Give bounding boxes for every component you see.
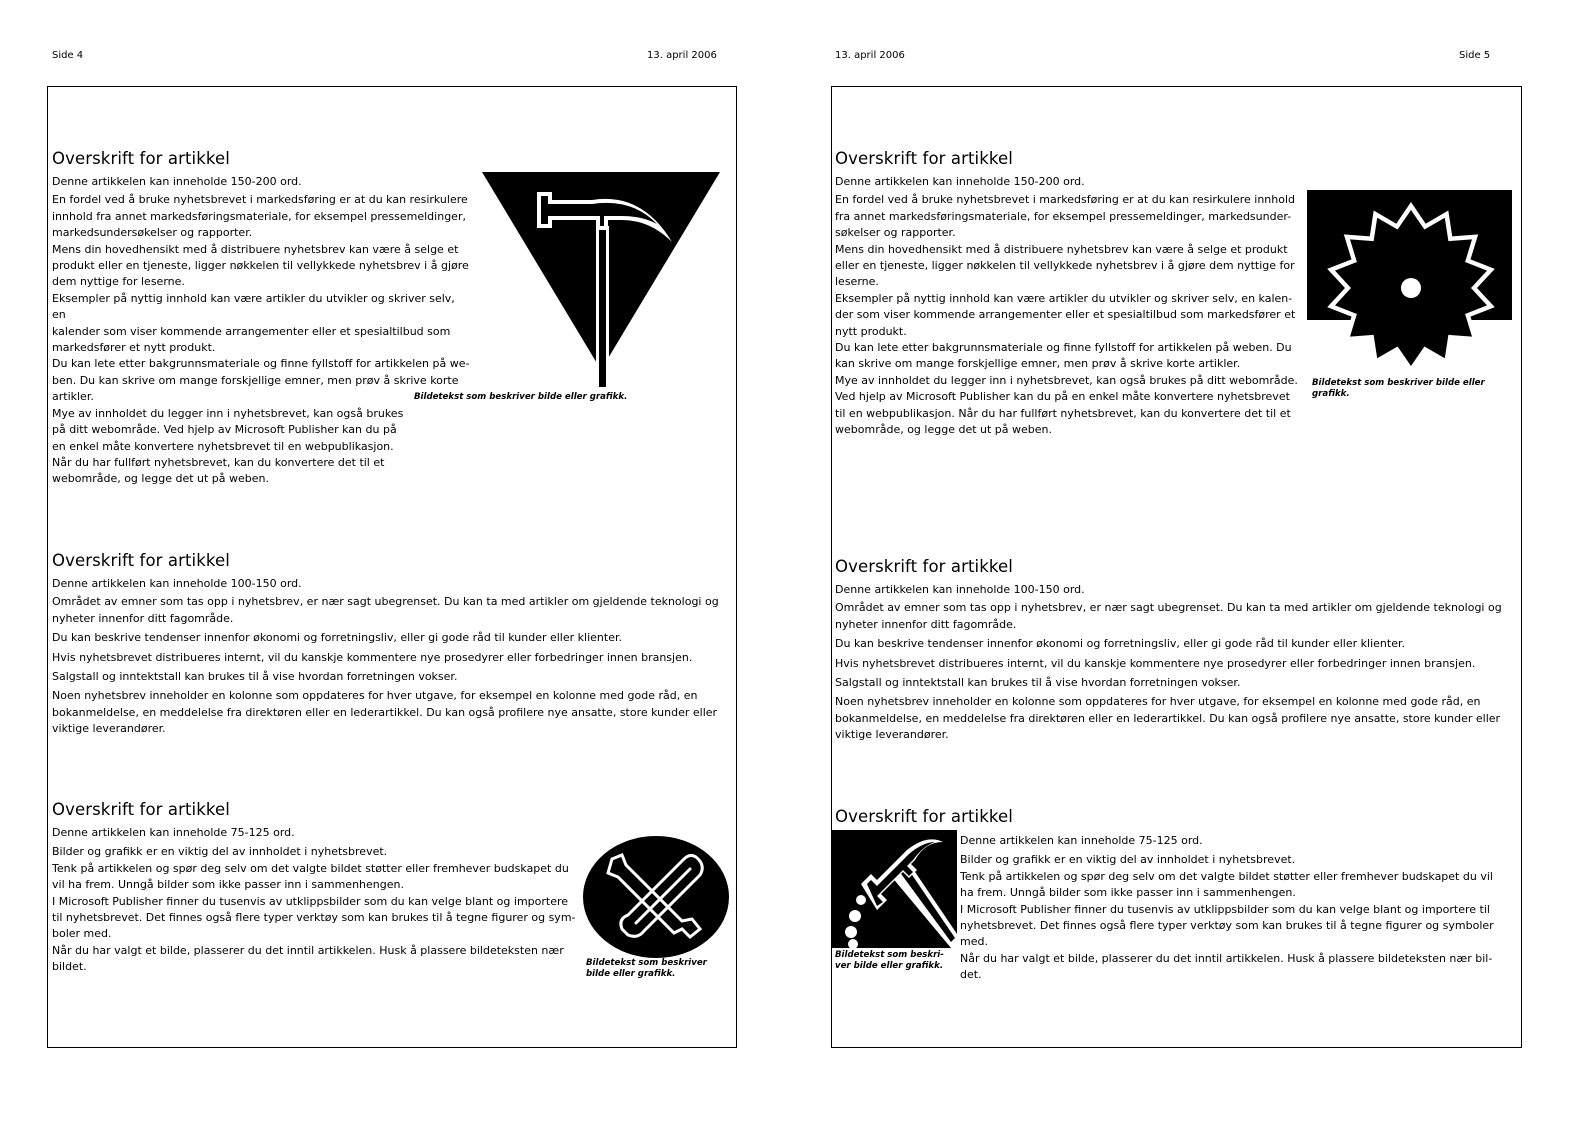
article-paragraph: Du kan beskrive tendenser innenfor økonomi og forretningsliv, eller gi gode råd til kunder eller klienter. <box>835 637 1405 651</box>
article-line: Når du har valgt et bilde, plasserer du det inntil artikkelen. Husk å plassere bildeteksten nær bil- <box>960 951 1493 965</box>
article-intro: Denne artikkelen kan inneholde 100-150 ord. <box>52 577 302 590</box>
margin-tick <box>47 504 48 526</box>
article-intro: Denne artikkelen kan inneholde 100-150 ord. <box>835 583 1085 596</box>
article-paragraph: Hvis nyhetsbrevet distribueres internt, vil du kanskje kommentere nye prosedyrer eller forbedringer innen bransjen. <box>835 656 1476 670</box>
article-line: Du kan lete etter bakgrunnsmateriale og finne fyllstoff for artikkelen på we- <box>52 357 470 371</box>
article-line: Mye av innholdet du legger inn i nyhetsbrevet, kan også brukes <box>52 406 404 420</box>
article-line: en enkel måte konvertere nyhetsbrevet til en webpublikasjon. <box>52 439 394 453</box>
margin-tick <box>47 1040 48 1048</box>
article-line: nytt produkt. <box>835 324 907 338</box>
article-line: artikler. <box>52 390 94 404</box>
article-line: Eksempler på nyttig innhold kan være artikler du utvikler og skriver selv, en <box>52 291 455 322</box>
article-line: Bilder og grafikk er en viktig del av innholdet i nyhetsbrevet. <box>52 845 388 859</box>
article-body <box>960 852 1515 983</box>
left-page-number: Side 4 <box>52 50 84 61</box>
article-intro: Denne artikkelen kan inneholde 150-200 ord. <box>835 175 1085 188</box>
article-line: leserne. <box>835 275 879 289</box>
article-heading: Overskrift for artikkel <box>835 557 1013 576</box>
article-intro: Denne artikkelen kan inneholde 75-125 ord. <box>960 834 1203 847</box>
right-article-3-heading-block <box>835 807 1515 832</box>
left-page-date: 13. april 2006 <box>647 50 717 61</box>
article-line: til nyhetsbrevet. Det finnes også flere typer verktøy som kan brukes til å tegne figurer og sym- <box>52 911 576 925</box>
article-line: nyhetsbrevet. Det finnes også flere typer verktøy som kan brukes til å tegne figurer og symboler <box>960 919 1494 933</box>
article-line: En fordel ved å bruke nyhetsbrevet i markedsføring er at du kan resirkulere innhold <box>835 193 1296 207</box>
article-line: Tenk på artikkelen og spør deg selv om det valgte bildet støtter eller fremhever budskapet du <box>52 861 569 875</box>
article-heading: Overskrift for artikkel <box>52 551 230 570</box>
article-body <box>52 192 472 487</box>
article-line: Bilder og grafikk er en viktig del av innholdet i nyhetsbrevet. <box>960 853 1296 867</box>
article-line: med. <box>960 935 988 949</box>
article-body <box>52 844 582 975</box>
article-body <box>835 600 1515 743</box>
article-paragraph: Noen nyhetsbrev inneholder en kolonne som oppdateres for hver utgave, for eksempel en kolonne med gode råd, en bokanmeldelse, en meddelelse fra direktøren eller en lederartikkel. Du kan også profilere nye ansatte, store kunder eller viktige leverandører. <box>52 689 718 736</box>
article-line: innhold fra annet markedsføringsmateriale, for eksempel pressemeldinger, <box>52 209 466 223</box>
article-line: fra annet markedsføringsmateriale, for eksempel pressemeldinger, markedsunder- <box>835 209 1292 223</box>
article-line: kan skrive om mange forskjellige emner, men prøv å skrive korte artikler. <box>835 357 1241 371</box>
article-heading: Overskrift for artikkel <box>52 800 230 819</box>
article-line: Når du har valgt et bilde, plasserer du det inntil artikkelen. Husk å plassere bildeteksten nær <box>52 943 564 957</box>
right-article-1 <box>835 149 1305 439</box>
article-heading: Overskrift for artikkel <box>835 807 1013 826</box>
right-article-3 <box>960 833 1515 984</box>
article-line: I Microsoft Publisher finner du tusenvis av utklippsbilder som du kan velge blant og importere <box>52 894 569 908</box>
article-paragraph: Hvis nyhetsbrevet distribueres internt, vil du kanskje kommentere nye prosedyrer eller forbedringer innen bransjen. <box>52 650 693 664</box>
article-paragraph: Området av emner som tas opp i nyhetsbrev, er nær sagt ubegrenset. Du kan ta med artikler om gjeldende teknologi og nyheter innenfor ditt fagområde. <box>835 601 1502 631</box>
article-line: boler med. <box>52 927 112 941</box>
article-line: Mye av innholdet du legger inn i nyhetsbrevet, kan også brukes på ditt webområde. <box>835 373 1298 387</box>
right-page-number: Side 5 <box>1459 50 1491 61</box>
left-article-3 <box>52 800 582 976</box>
article-line: der som viser kommende arrangementer eller et spesialtilbud som markedsfører et <box>835 308 1296 322</box>
article-line: bildet. <box>52 960 87 974</box>
article-line: Ved hjelp av Microsoft Publisher kan du på en enkel måte konvertere nyhetsbrevet <box>835 390 1290 404</box>
article-line: markedsundersøkelser og rapporter. <box>52 226 253 240</box>
article-line: Eksempler på nyttig innhold kan være artikler du utvikler og skriver selv, en kalen- <box>835 291 1293 305</box>
article-line: Når du har fullført nyhetsbrevet, kan du konvertere det til et <box>52 455 385 469</box>
article-paragraph: Området av emner som tas opp i nyhetsbrev, er nær sagt ubegrenset. Du kan ta med artikler om gjeldende teknologi og nyheter innenfor ditt fagområde. <box>52 595 719 625</box>
article-line: det. <box>960 968 982 982</box>
article-line: Tenk på artikkelen og spør deg selv om det valgte bildet støtter eller fremhever budskapet du vil <box>960 869 1493 883</box>
margin-tick <box>47 758 48 775</box>
image-caption: Bildetekst som beskriver bilde eller grafikk. <box>586 958 707 979</box>
hammer-with-dots-icon <box>831 830 957 948</box>
article-line: Du kan lete etter bakgrunnsmateriale og finne fyllstoff for artikkelen på weben. Du <box>835 341 1292 355</box>
article-body <box>835 192 1305 438</box>
article-paragraph: Noen nyhetsbrev inneholder en kolonne som oppdateres for hver utgave, for eksempel en kolonne med gode råd, en bokanmeldelse, en meddelelse fra direktøren eller en lederartikkel. Du kan også profilere nye ansatte, store kunder eller viktige leverandører. <box>835 695 1501 742</box>
article-intro: Denne artikkelen kan inneholde 75-125 ord. <box>52 826 295 839</box>
article-line: eller en tjeneste, ligger nøkkelen til vellykkede nyhetsbrev i å gjøre dem nyttige for <box>835 259 1295 273</box>
article-line: til en webpublikasjon. Når du har fullført nyhetsbrevet, kan du konvertere det til et <box>835 406 1291 420</box>
article-body <box>52 594 732 737</box>
article-line: I Microsoft Publisher finner du tusenvis av utklippsbilder som du kan velge blant og importere til <box>960 902 1490 916</box>
article-paragraph: Salgstall og inntektstall kan brukes til å vise hvordan forretningen vokser. <box>52 670 458 684</box>
article-line: vil ha frem. Unngå bilder som ikke passer inn i sammenhengen. <box>52 878 404 892</box>
article-line: søkelser og rapporter. <box>835 226 956 240</box>
article-line: Mens din hovedhensikt med å distribuere nyhetsbrev kan være å selge et produkt <box>835 242 1288 256</box>
article-paragraph: Salgstall og inntektstall kan brukes til å vise hvordan forretningen vokser. <box>835 676 1241 690</box>
article-heading: Overskrift for artikkel <box>835 149 1013 168</box>
article-line: markedsfører et nytt produkt. <box>52 341 216 355</box>
image-caption: Bildetekst som beskri- ver bilde eller grafikk. <box>835 950 944 971</box>
article-line: ha frem. Unngå bilder som ikke passer inn i sammenhengen. <box>960 886 1296 900</box>
article-line: webområde, og legge det ut på weben. <box>835 423 1053 437</box>
article-intro: Denne artikkelen kan inneholde 150-200 ord. <box>52 175 302 188</box>
article-line: produkt eller en tjeneste, ligger nøkkelen til vellykkede nyhetsbrev i å gjøre <box>52 259 469 273</box>
article-line: dem nyttige for leserne. <box>52 275 185 289</box>
article-line: Mens din hovedhensikt med å distribuere nyhetsbrev kan være å selge et <box>52 242 459 256</box>
image-caption: Bildetekst som beskriver bilde eller grafikk. <box>414 392 628 402</box>
article-line: ben. Du kan skrive om mange forskjellige emner, men prøv å skrive korte <box>52 373 459 387</box>
saw-blade-icon <box>1307 190 1513 374</box>
left-article-2 <box>52 551 732 738</box>
article-heading: Overskrift for artikkel <box>52 149 230 168</box>
article-line: En fordel ved å bruke nyhetsbrevet i markedsføring er at du kan resirkulere <box>52 193 468 207</box>
hammer-in-triangle-icon <box>482 172 722 392</box>
image-caption: Bildetekst som beskriver bilde eller grafikk. <box>1312 378 1485 399</box>
crossed-wrenches-icon <box>582 835 730 959</box>
article-line: webområde, og legge det ut på weben. <box>52 472 270 486</box>
left-article-1 <box>52 149 472 488</box>
article-line: kalender som viser kommende arrangementer eller et spesialtilbud som <box>52 324 451 338</box>
right-article-2 <box>835 557 1515 744</box>
article-line: på ditt webområde. Ved hjelp av Microsoft Publisher kan du på <box>52 423 397 437</box>
right-page-date: 13. april 2006 <box>835 50 905 61</box>
article-paragraph: Du kan beskrive tendenser innenfor økonomi og forretningsliv, eller gi gode råd til kunder eller klienter. <box>52 631 622 645</box>
